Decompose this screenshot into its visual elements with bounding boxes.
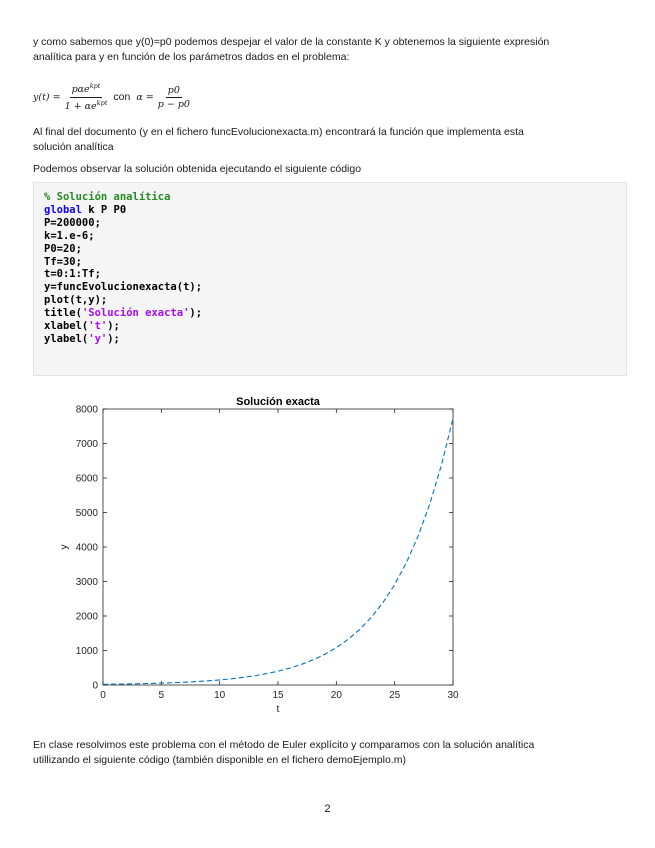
fraction-denominator <box>65 98 108 112</box>
formula-connector: con <box>113 91 131 103</box>
fraction-numerator: p0 <box>167 84 180 96</box>
code-line: t=0:1:Tf; <box>44 268 101 281</box>
code-comment: % Solución analítica <box>44 191 171 203</box>
code-text: k P P0 <box>81 203 127 216</box>
code-text: xlabel( <box>44 320 89 333</box>
code-string: 'Solución exacta' <box>81 307 190 320</box>
fraction-numerator <box>70 82 103 97</box>
code-text: title( <box>44 307 82 320</box>
paragraph-line: utillizando el siguiente código (también disponible en el fichero demoEjemplo.m) <box>33 754 406 766</box>
code-string: 'y' <box>88 332 108 345</box>
paragraph-euler <box>33 738 628 768</box>
code-line-xlabel <box>44 320 616 333</box>
y-tick-label: 6000 <box>75 473 98 485</box>
y-axis-label: y <box>58 544 70 550</box>
y-tick-label: 3000 <box>75 577 98 588</box>
x-tick-label: 20 <box>330 690 342 701</box>
analytic-formula <box>33 80 190 114</box>
x-tick-label: 15 <box>272 690 284 701</box>
code-line: plot(t,y); <box>44 294 108 307</box>
numerator-exponent: kpt <box>89 82 101 91</box>
code-block <box>33 182 627 376</box>
code-text: ylabel( <box>44 332 89 345</box>
y-tick-label: 0 <box>92 680 98 692</box>
y-tick-label: 1000 <box>75 646 98 657</box>
y-tick-label: 4000 <box>75 542 98 554</box>
paragraph-line: analítica para y en función de los parámetros dados en el problema: <box>33 51 350 63</box>
code-text: ); <box>107 332 120 345</box>
x-axis-label: t <box>276 703 280 715</box>
x-tick-label: 5 <box>158 690 165 701</box>
formula-alpha: α = <box>136 91 154 103</box>
formula-fraction-alpha <box>158 85 190 110</box>
code-line: y=funcEvolucionexacta(t); <box>44 281 203 294</box>
y-tick-label: 8000 <box>75 404 98 416</box>
plot-area <box>103 409 453 685</box>
numerator-text: pαe <box>71 84 90 96</box>
denominator-exponent: kpt <box>96 98 108 107</box>
code-line-global <box>44 204 616 217</box>
x-tick-label: 10 <box>214 690 226 701</box>
code-line: Tf=30; <box>44 255 82 268</box>
x-tick-label: 0 <box>100 690 106 701</box>
formula-lhs: y(t) = <box>33 91 61 103</box>
paragraph-line: En clase resolvimos este problema con el método de Euler explícito y comparamos con la solución analítica <box>33 739 535 751</box>
paragraph-observe: Podemos observar la solución obtenida ejecutando el siguiente código <box>33 163 362 175</box>
page-number: 2 <box>324 803 331 815</box>
code-keyword: global <box>44 203 82 216</box>
chart-title: Solución exacta <box>236 396 320 408</box>
code-line-ylabel <box>44 333 616 346</box>
paragraph-function-file <box>33 125 628 155</box>
paragraph-line: y como sabemos que y(0)=p0 podemos despejar el valor de la constante K y obtenemos la siguiente expresión <box>33 36 550 48</box>
code-text: ); <box>189 307 203 320</box>
solution-chart <box>40 392 480 722</box>
y-tick-label: 5000 <box>75 508 98 519</box>
code-line: k=1.e-6; <box>44 229 95 242</box>
y-tick-label: 7000 <box>75 439 98 450</box>
code-text: ); <box>107 320 120 333</box>
x-tick-label: 30 <box>447 690 459 701</box>
paragraph-line: solución analítica <box>33 141 114 153</box>
y-tick-label: 2000 <box>75 611 98 623</box>
formula-fraction-y <box>65 82 108 111</box>
code-line-title <box>44 307 616 320</box>
code-line: P=200000; <box>44 216 101 229</box>
x-tick-label: 25 <box>389 690 401 701</box>
paragraph-line: Al final del documento (y en el fichero funcEvolucionexacta.m) encontrará la función que implementa esta <box>33 126 524 138</box>
code-string: 't' <box>88 320 108 333</box>
code-line: P0=20; <box>44 242 82 255</box>
fraction-denominator: p − p0 <box>157 98 190 110</box>
paragraph-analytic-expression <box>33 35 628 65</box>
denominator-text: 1 + αe <box>64 100 97 112</box>
